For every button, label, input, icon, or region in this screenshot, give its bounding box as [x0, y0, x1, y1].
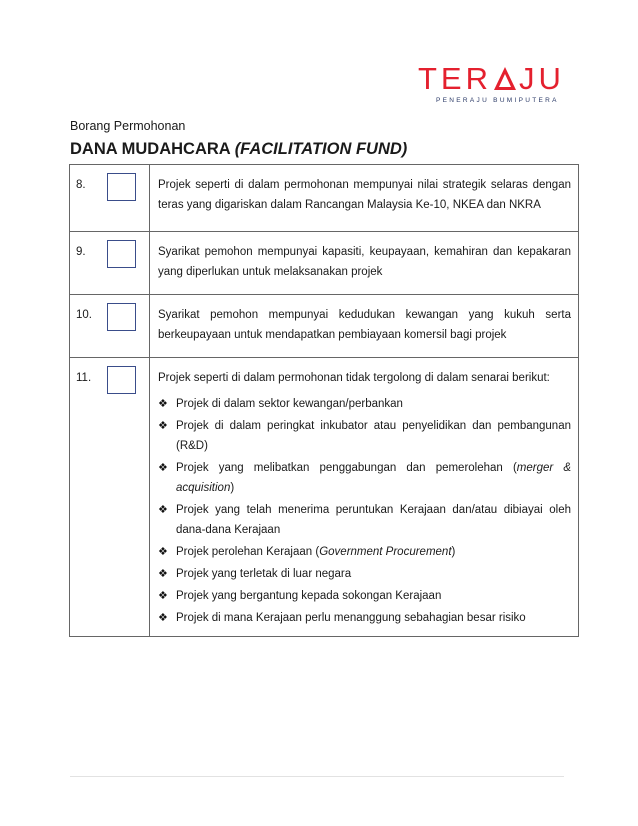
form-type-label: Borang Permohonan: [70, 119, 186, 133]
exclusion-list: [158, 394, 571, 628]
diamond-bullet-icon: ❖: [158, 546, 168, 558]
table-row: [70, 165, 579, 232]
diamond-bullet-icon: ❖: [158, 504, 168, 516]
checkbox-icon[interactable]: [107, 303, 136, 331]
logo-word-right: JU: [519, 61, 565, 96]
diamond-bullet-icon: ❖: [158, 612, 168, 624]
page-title: [70, 140, 407, 159]
item-text: [150, 358, 579, 637]
triangle-a-icon: [493, 65, 517, 91]
checkbox-icon[interactable]: [107, 173, 136, 201]
item-number: 8.: [76, 179, 86, 191]
list-item: ❖ Projek yang bergantung kepada sokongan Kerajaan: [158, 586, 571, 606]
list-item: ❖ Projek yang telah menerima peruntukan Kerajaan dan/atau dibiayai oleh dana-dana Kerajaan: [158, 500, 571, 540]
title-main: DANA MUDAHCARA: [70, 140, 235, 158]
logo-wordmark: [418, 62, 565, 96]
list-item: ❖ Projek yang terletak di luar negara: [158, 564, 571, 584]
list-item: ❖ Projek di dalam sektor kewangan/perbankan: [158, 394, 571, 414]
item-number-cell: [70, 295, 150, 358]
item-number: 9.: [76, 246, 86, 258]
checkbox-icon[interactable]: [107, 366, 136, 394]
criteria-intro: Projek seperti di dalam permohonan tidak tergolong di dalam senarai berikut:: [158, 372, 550, 384]
table-row: [70, 295, 579, 358]
diamond-bullet-icon: ❖: [158, 590, 168, 602]
list-item: ❖ Projek di dalam peringkat inkubator atau penyelidikan dan pembangunan (R&D): [158, 416, 571, 456]
footer-divider: [70, 776, 564, 777]
logo-word-left: TER: [418, 61, 492, 96]
table-row: [70, 358, 579, 637]
diamond-bullet-icon: ❖: [158, 420, 168, 432]
item-number-cell: [70, 165, 150, 232]
item-text: Syarikat pemohon mempunyai kapasiti, keupayaan, kemahiran dan kepakaran yang diperlukan untuk melaksanakan projek: [150, 232, 579, 295]
item-text: Projek seperti di dalam permohonan mempunyai nilai strategik selaras dengan teras yang digariskan dalam Rancangan Malaysia Ke-10, NKEA dan NKRA: [150, 165, 579, 232]
diamond-bullet-icon: ❖: [158, 398, 168, 410]
item-number-cell: [70, 232, 150, 295]
list-item: ❖ Projek di mana Kerajaan perlu menanggung sebahagian besar risiko: [158, 608, 571, 628]
checkbox-icon[interactable]: [107, 240, 136, 268]
item-number: 11.: [76, 372, 92, 384]
diamond-bullet-icon: ❖: [158, 462, 168, 474]
list-item: ❖ Projek perolehan Kerajaan (Government Procurement): [158, 542, 571, 562]
teraju-logo: [418, 62, 568, 110]
item-number: 10.: [76, 309, 92, 321]
item-text: Syarikat pemohon mempunyai kedudukan kewangan yang kukuh serta berkeupayaan untuk mendapatkan pembiayaan komersil bagi projek: [150, 295, 579, 358]
criteria-table: [69, 164, 579, 637]
item-number-cell: [70, 358, 150, 637]
list-item: ❖ Projek yang melibatkan penggabungan dan pemerolehan (merger & acquisition): [158, 458, 571, 498]
logo-tagline: PENERAJU BUMIPUTERA: [436, 97, 559, 104]
table-row: [70, 232, 579, 295]
title-italic: (FACILITATION FUND): [234, 140, 408, 158]
diamond-bullet-icon: ❖: [158, 568, 168, 580]
